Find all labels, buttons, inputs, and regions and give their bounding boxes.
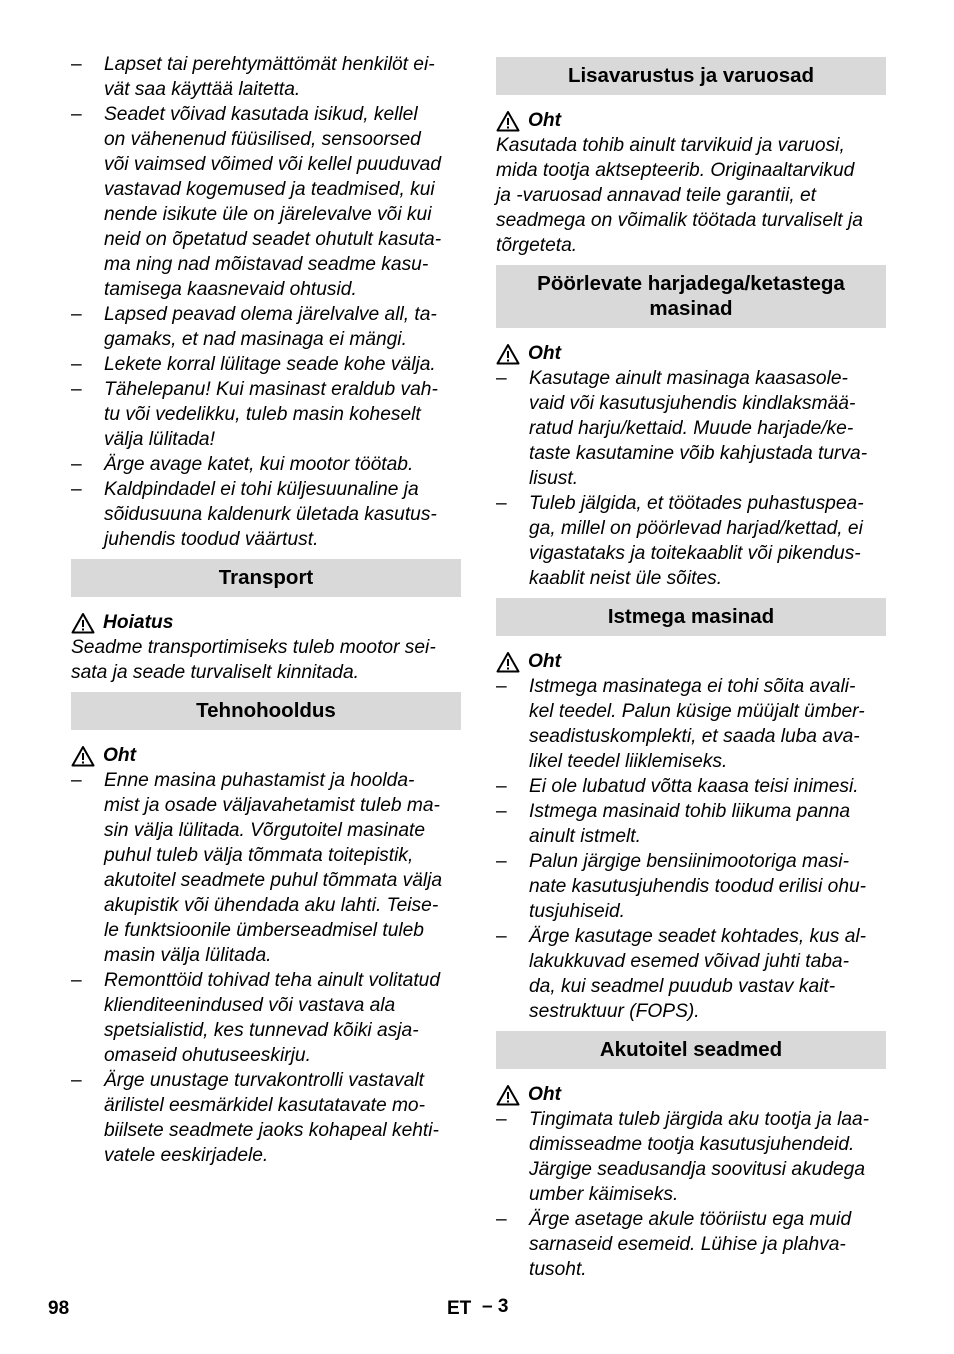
item-text: Lapset tai perehtymättömät henkilöt ei- vät saa käyttää laitetta. [104, 54, 435, 100]
intro-list [71, 52, 461, 552]
section-heading-accessories: Lisavarustus ja varuosad [496, 57, 886, 95]
page-number: 98 [48, 1298, 70, 1319]
section-heading-maintenance: Tehnohooldus [71, 692, 461, 730]
warning-icon [496, 1084, 520, 1106]
item-text: Tingimata tuleb järgida aku tootja ja laa- dimisseadme tootja kasutusjuhendeid. Järgige seadusandja soovitusi akudega umber käimiseks. [529, 1109, 870, 1205]
list-item [71, 102, 461, 302]
warning-icon [496, 343, 520, 365]
dash-bullet: – [71, 54, 82, 75]
brushes-list [496, 366, 886, 591]
item-text: Kaldpindadel ei tohi küljesuunaline ja sõidusuuna kaldenurk ületada kasutus- juhendis toodud väärtust. [104, 479, 437, 550]
dash-bullet: – [496, 368, 507, 389]
warning-text: Hoiatus [103, 612, 174, 633]
item-text: Ärge avage katet, kui mootor töötab. [104, 454, 414, 475]
list-item [496, 799, 886, 849]
list-item [71, 768, 461, 968]
seated-list [496, 674, 886, 1024]
section-heading-transport: Transport [71, 559, 461, 597]
item-text: Enne masina puhastamist ja hoolda- mist ja osade väljavahetamist tuleb ma- sin välja lülitada. Võrgutoitel masinate puhul tuleb välja tõmmata toitepistik, akutoitel seadmete puhul tõmmata välja akupistik või ühendada aku lahti. Teise- le funktsioonile ümberseadmisel tuleb masin välja lülitada. [104, 770, 443, 966]
item-text: Ei ole lubatud võtta kaasa teisi inimesi. [529, 776, 859, 797]
warning-icon [496, 110, 520, 132]
right-column [496, 57, 886, 1282]
warning-text: Oht [528, 343, 562, 364]
warning-label [496, 341, 886, 366]
dash-bullet: – [496, 851, 507, 872]
item-text: Istmega masinatega ei tohi sõita avali- kel teedel. Palun küsige müüjalt ümber- seadistuskomplekti, et saada luba ava- likel teedel liiklemiseks. [529, 676, 865, 772]
item-text: Ärge unustage turvakontrolli vastavalt ärilistel eesmärkidel kasutatavate mo- biilsete seadmete jaoks kohapeal kehti- vatele eeskirjadele. [104, 1070, 439, 1166]
dash-bullet: – [71, 970, 82, 991]
section-heading-brushes: Pöörlevate harjadega/ketastega masinad [496, 265, 886, 328]
dash-bullet: – [71, 354, 82, 375]
item-text: Tuleb jälgida, et töötades puhastuspea- ga, millel on pöörlevad harjad/kettad, ei vigastataks ja toitekaablit või pikendus- kaablit neist üle sõites. [529, 493, 864, 589]
dash-bullet: – [71, 454, 82, 475]
dash-bullet: – [496, 801, 507, 822]
dash-bullet: – [496, 776, 507, 797]
dash-bullet: – [71, 770, 82, 791]
list-item [71, 968, 461, 1068]
footer-section: – 3 [482, 1296, 509, 1317]
list-item [71, 452, 461, 477]
warning-label [496, 108, 886, 133]
warning-text: Oht [528, 651, 562, 672]
list-item [71, 52, 461, 102]
dash-bullet: – [71, 304, 82, 325]
accessories-text: Kasutada tohib ainult tarvikuid ja varuosi, mida tootja aktsepteerib. Originaaltarvikud ja -varuosad annavad teile garantii, et seadmega on võimalik töötada turvaliselt ja tõrgeteta. [496, 135, 863, 256]
list-item [71, 1068, 461, 1168]
dash-bullet: – [496, 676, 507, 697]
list-item [71, 352, 461, 377]
list-item [496, 674, 886, 774]
dash-bullet: – [71, 1070, 82, 1091]
item-text: Ärge kasutage seadet kohtades, kus al- lakukkuvad esemed võivad juhti taba- da, kui seadmel puudub vastav kait- sestruktuur (FOPS). [529, 926, 867, 1022]
item-text: Istmega masinaid tohib liikuma panna ainult istmelt. [529, 801, 851, 847]
warning-text: Oht [528, 110, 562, 131]
item-text: Remonttöid tohivad teha ainult volitatud klienditeenindused või vastava ala spetsialistid, kes tunnevad kõiki asja- omaseid ohutuseeskirju. [104, 970, 440, 1066]
warning-icon [71, 745, 95, 767]
warning-label [496, 1082, 886, 1107]
section-heading-seated: Istmega masinad [496, 598, 886, 636]
warning-text: Oht [103, 745, 137, 766]
warning-text: Oht [528, 1084, 562, 1105]
list-item [71, 377, 461, 452]
warning-label [71, 610, 461, 635]
maintenance-list [71, 768, 461, 1168]
left-column [71, 52, 461, 1168]
list-item [496, 1107, 886, 1207]
list-item [496, 849, 886, 924]
item-text: Lekete korral lülitage seade kohe välja. [104, 354, 436, 375]
item-text: Tähelepanu! Kui masinast eraldub vah- tu või vedelikku, tuleb masin koheselt välja lülitada! [104, 379, 438, 450]
transport-text: Seadme transportimiseks tuleb mootor sei- sata ja seade turvaliselt kinnitada. [71, 637, 436, 683]
list-item [71, 477, 461, 552]
warning-label [496, 649, 886, 674]
dash-bullet: – [71, 104, 82, 125]
item-text: Palun järgige bensiinimootoriga masi- nate kasutusjuhendis toodud erilisi ohu- tusjuhiseid. [529, 851, 867, 922]
list-item [496, 774, 886, 799]
list-item [496, 491, 886, 591]
item-text: Ärge asetage akule tööriistu ega muid sarnaseid esemeid. Lühise ja plahva- tusoht. [529, 1209, 852, 1280]
item-text: Seadet võivad kasutada isikud, kellel on vähenenud füüsilised, sensoorsed või vaimsed võimed või kellel puuduvad vastavad kogemused ja teadmised, kui nende isikute üle on järelevalve või kui neid on õpetatud seadet ohutult kasuta- ma ning nad mõistavad seadme kasu- tamisega kaasnevaid ohtusid. [104, 104, 442, 300]
footer-language: ET [447, 1298, 472, 1319]
dash-bullet: – [496, 926, 507, 947]
dash-bullet: – [496, 1209, 507, 1230]
dash-bullet: – [71, 379, 82, 400]
list-item [496, 924, 886, 1024]
item-text: Lapsed peavad olema järelvalve all, ta- gamaks, et nad masinaga ei mängi. [104, 304, 437, 350]
list-item [71, 302, 461, 352]
warning-icon [496, 651, 520, 673]
warning-label [71, 743, 461, 768]
dash-bullet: – [496, 1109, 507, 1130]
dash-bullet: – [71, 479, 82, 500]
list-item [496, 1207, 886, 1282]
battery-list [496, 1107, 886, 1282]
dash-bullet: – [496, 493, 507, 514]
item-text: Kasutage ainult masinaga kaasasole- vaid või kasutusjuhendis kindlaksmää- ratud harju/kettaid. Muude harjade/ke- taste kasutamine võib kahjustada turva- lisust. [529, 368, 868, 489]
list-item [496, 366, 886, 491]
warning-icon [71, 612, 95, 634]
section-heading-battery: Akutoitel seadmed [496, 1031, 886, 1069]
